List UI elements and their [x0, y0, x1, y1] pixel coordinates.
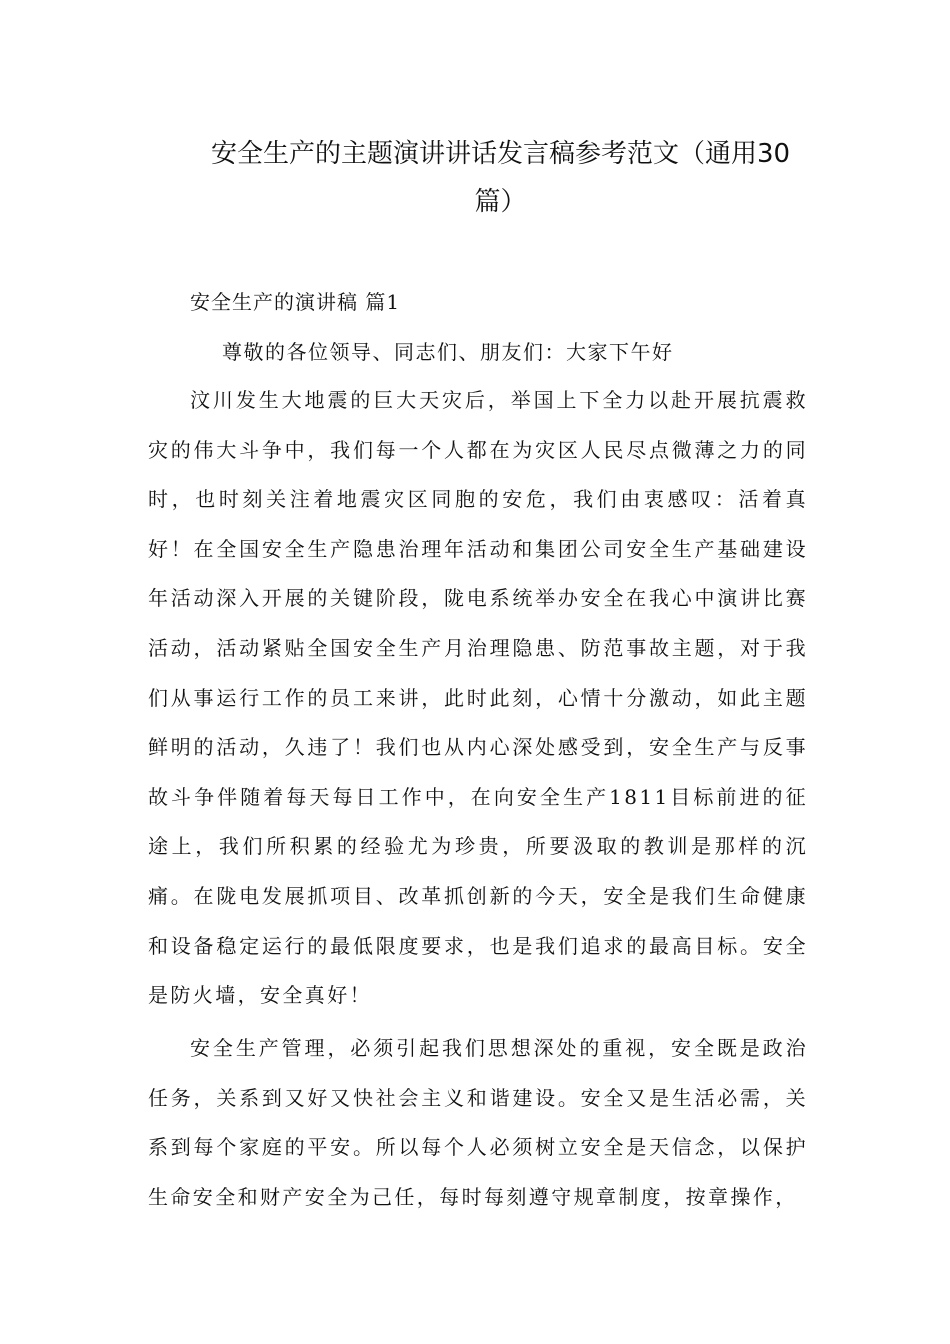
title-line-2: 篇） — [474, 187, 527, 217]
document-title — [148, 130, 853, 226]
body-paragraph-2: 安全生产管理，必须引起我们思想深处的重视，安全既是政治任务，关系到又好又快社会主义和谐建设。安全又是生活必需，关系到每个家庭的平安。所以每个人必须树立安全是天信念，以保护生命安全和财产安全为己任，每时每刻遵守规章制度，按章操作， — [148, 1036, 808, 1209]
section-heading: 安全生产的演讲稿 篇1 — [190, 290, 401, 314]
title-line-1: 安全生产的主题演讲讲话发言稿参考范文（通用30 — [210, 139, 791, 169]
body-paragraph-1: 汶川发生大地震的巨大天灾后，举国上下全力以赴开展抗震救灾的伟大斗争中，我们每一个人都在为灾区人民尽点微薄之力的同时，也时刻关注着地震灾区同胞的安危，我们由衷感叹：活着真好！在全国安全生产隐患治理年活动和集团公司安全生产基础建设年活动深入开展的关键阶段，陇电系统举办安全在我心中演讲比赛活动，活动紧贴全国安全生产月治理隐患、防范事故主题，对于我们从事运行工作的员工来讲，此时此刻，心情十分激动，如此主题鲜明的活动，久违了！我们也从内心深处感受到，安全生产与反事故斗争伴随着每天每日工作中，在向安全生产1811目标前进的征途上，我们所积累的经验尤为珍贵，所要汲取的教训是那样的沉痛。在陇电发展抓项目、改革抓创新的今天，安全是我们生命健康和设备稳定运行的最低限度要求，也是我们追求的最高目标。安全是防火墙，安全真好！ — [148, 388, 808, 1008]
greeting-line: 尊敬的各位领导、同志们、朋友们：大家下午好 — [222, 340, 674, 364]
